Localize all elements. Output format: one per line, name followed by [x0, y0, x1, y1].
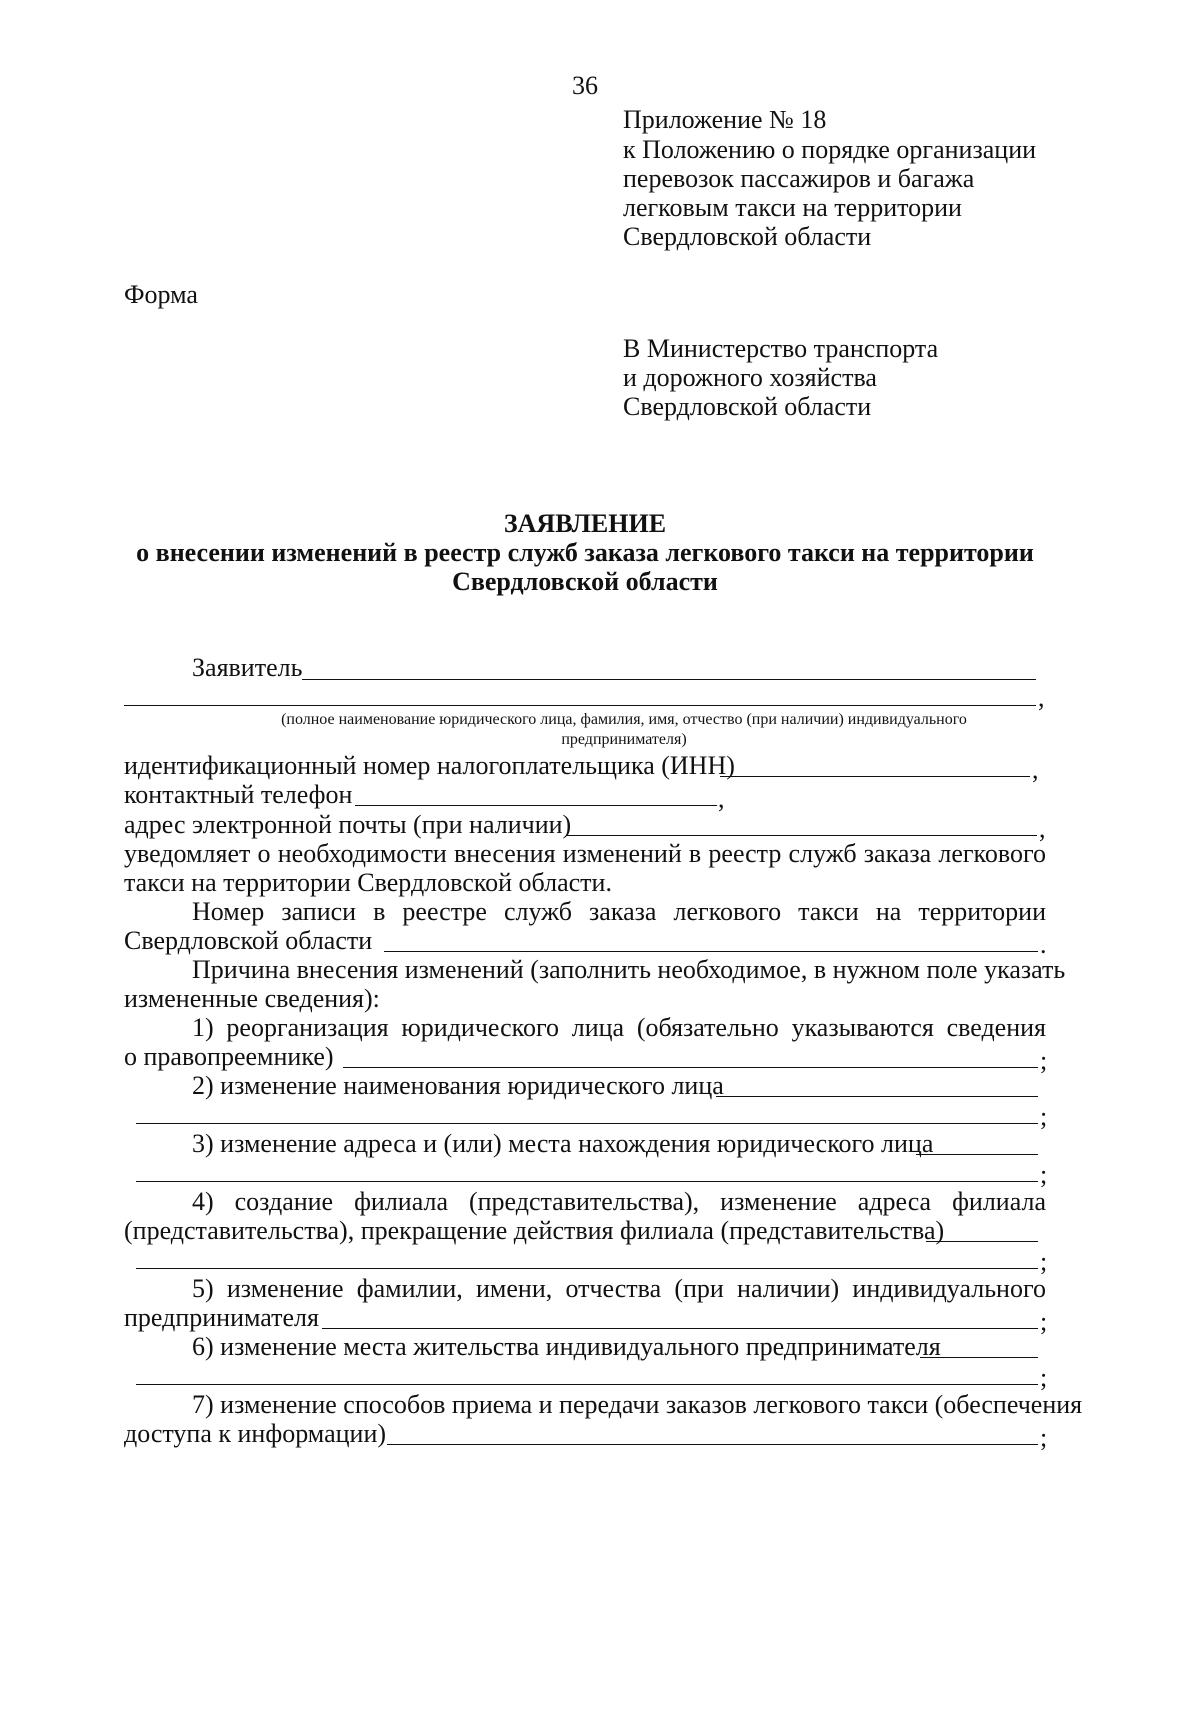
applicant-field-line-2[interactable] [124, 705, 1036, 706]
reason-line-2: измененные сведения): [124, 984, 380, 1013]
item-2-label: 2) изменение наименования юридического лица [192, 1071, 724, 1100]
item-2-field[interactable] [716, 1096, 1038, 1097]
item-4-semicolon: ; [1040, 1247, 1048, 1276]
item-4-field-line-2[interactable] [136, 1268, 1038, 1269]
appendix-line-1: Приложение № 18 [623, 105, 827, 134]
item-6-field[interactable] [920, 1357, 1038, 1358]
applicant-field[interactable] [302, 679, 1036, 680]
phone-comma: , [718, 784, 725, 813]
email-field[interactable] [567, 835, 1037, 836]
item-4-line-1: 4) создание филиала (представительства), изменение адреса филиала [192, 1187, 1046, 1216]
item-7-semicolon: ; [1040, 1423, 1048, 1452]
phone-field[interactable] [355, 805, 717, 806]
page-number: 36 [572, 71, 598, 100]
item-6-field-line-2[interactable] [136, 1384, 1038, 1385]
item-5-line-2: предпринимателя [124, 1303, 319, 1332]
notify-line-2: такси на территории Свердловской области. [124, 868, 612, 897]
applicant-hint-2: предпринимателя) [561, 731, 687, 748]
item-5-line-1: 5) изменение фамилии, имени, отчества (при наличии) индивидуального [192, 1274, 1046, 1303]
applicant-hint-1: (полное наименование юридического лица, фамилия, имя, отчество (при наличии) индивидуального [281, 711, 967, 728]
item-3-field-line-2[interactable] [136, 1181, 1038, 1182]
applicant-label: Заявитель [192, 653, 303, 682]
item-3-field[interactable] [916, 1154, 1038, 1155]
item-2-field-line-2[interactable] [136, 1123, 1038, 1124]
addressee-line-1: В Министерство транспорта [623, 334, 939, 363]
item-1-field[interactable] [343, 1067, 1038, 1068]
item-6-label: 6) изменение места жительства индивидуального предпринимателя [192, 1332, 941, 1361]
item-2-semicolon: ; [1040, 1102, 1048, 1131]
item-1-line-1: 1) реорганизация юридического лица (обязательно указываются сведения [192, 1013, 1046, 1042]
item-7-line-1: 7) изменение способов приема и передачи заказов легкового такси (обеспечения [192, 1390, 1083, 1419]
email-label: адрес электронной почты (при наличии) [124, 810, 572, 839]
item-5-field[interactable] [322, 1328, 1038, 1329]
inn-comma: , [1032, 755, 1039, 784]
reason-line-1: Причина внесения изменений (заполнить необходимое, в нужном поле указать [192, 955, 1066, 984]
document-subtitle-1: о внесении изменений в реестр служб заказа легкового такси на территории [136, 538, 1034, 567]
email-comma: , [1039, 814, 1046, 843]
applicant-comma: , [1038, 683, 1045, 712]
addressee-line-2: и дорожного хозяйства [623, 363, 877, 392]
item-6-semicolon: ; [1040, 1363, 1048, 1392]
record-line-1: Номер записи в реестре служб заказа легкового такси на территории [192, 897, 1046, 926]
item-4-line-2: (представительства), прекращение действия филиала (представительства) [124, 1216, 945, 1245]
appendix-line-2: к Положению о порядке организации [623, 135, 1037, 164]
item-7-line-2: доступа к информации) [124, 1419, 387, 1448]
appendix-line-4: легковым такси на территории [623, 193, 962, 222]
document-subtitle-2: Свердловской области [452, 567, 718, 596]
record-line-2: Свердловской области [124, 926, 373, 955]
form-label: Форма [124, 280, 198, 309]
item-4-field[interactable] [926, 1241, 1038, 1242]
document-title: ЗАЯВЛЕНИЕ [503, 509, 667, 538]
item-3-semicolon: ; [1040, 1160, 1048, 1189]
item-7-field[interactable] [387, 1444, 1038, 1445]
phone-label: контактный телефон [124, 780, 353, 809]
inn-field[interactable] [720, 776, 1030, 777]
addressee-line-3: Свердловской области [623, 392, 872, 421]
record-period: . [1040, 930, 1047, 959]
appendix-line-5: Свердловской области [623, 222, 872, 251]
item-5-semicolon: ; [1040, 1307, 1048, 1336]
appendix-line-3: перевозок пассажиров и багажа [623, 164, 975, 193]
record-number-field[interactable] [384, 951, 1038, 952]
inn-label: идентификационный номер налогоплательщика (ИНН) [124, 751, 735, 780]
item-1-line-2: о правопреемнике) [124, 1042, 334, 1071]
notify-line-1: уведомляет о необходимости внесения изменений в реестр служб заказа легкового [124, 839, 1046, 868]
item-1-semicolon: ; [1040, 1046, 1048, 1075]
item-3-label: 3) изменение адреса и (или) места нахождения юридического лица [192, 1129, 934, 1158]
